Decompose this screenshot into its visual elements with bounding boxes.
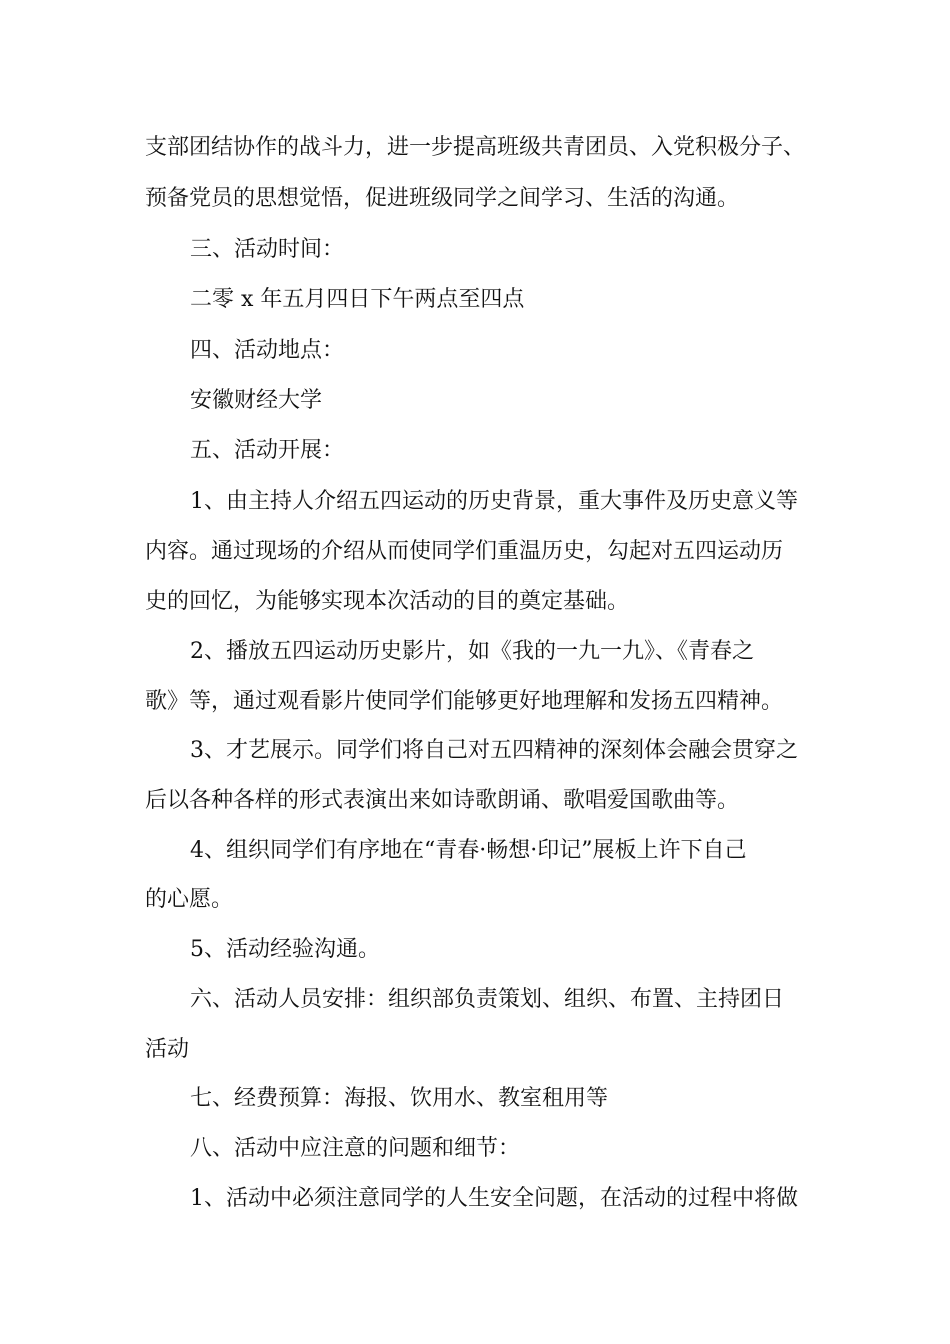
- paragraph-line: 1、活动中必须注意同学的人生安全问题，在活动的过程中将做: [190, 1186, 798, 1211]
- paragraph-line: 1、由主持人介绍五四运动的历史背景，重大事件及历史意义等: [190, 489, 798, 514]
- paragraph-line: 歌》等，通过观看影片使同学们能够更好地理解和发扬五四精神。: [145, 689, 784, 714]
- paragraph-line: 内容。通过现场的介绍从而使同学们重温历史，勾起对五四运动历: [145, 539, 784, 564]
- paragraph-line: 2、播放五四运动历史影片，如《我的一九一九》、《青春之: [190, 639, 754, 664]
- section-heading-activities: 五、活动开展：: [190, 438, 345, 463]
- section-heading-budget: 七、经费预算：海报、饮用水、教室租用等: [190, 1086, 609, 1111]
- paragraph-line: 史的回忆，为能够实现本次活动的目的奠定基础。: [145, 589, 630, 614]
- section-heading-time: 三、活动时间：: [190, 237, 345, 262]
- paragraph-line: 安徽财经大学: [190, 388, 323, 413]
- paragraph-line: 5、活动经验沟通。: [190, 937, 380, 962]
- paragraph-line: 的心愿。: [145, 887, 234, 912]
- paragraph-line: 活动: [145, 1037, 190, 1062]
- section-heading-notes: 八、活动中应注意的问题和细节：: [190, 1136, 521, 1161]
- paragraph-line: 支部团结协作的战斗力，进一步提高班级共青团员、入党积极分子、: [145, 135, 806, 160]
- paragraph-line: 预备党员的思想觉悟，促进班级同学之间学习、生活的沟通。: [145, 186, 740, 211]
- section-heading-location: 四、活动地点：: [190, 338, 345, 363]
- section-heading-staff: 六、活动人员安排：组织部负责策划、组织、布置、主持团日: [190, 987, 785, 1012]
- paragraph-line: 二零 x 年五月四日下午两点至四点: [190, 287, 525, 312]
- paragraph-line: 后以各种各样的形式表演出来如诗歌朗诵、歌唱爱国歌曲等。: [145, 788, 740, 813]
- paragraph-line: 3、才艺展示。同学们将自己对五四精神的深刻体会融会贯穿之: [190, 738, 798, 763]
- paragraph-line: 4、组织同学们有序地在“青春·畅想·印记”展板上许下自己: [190, 838, 747, 863]
